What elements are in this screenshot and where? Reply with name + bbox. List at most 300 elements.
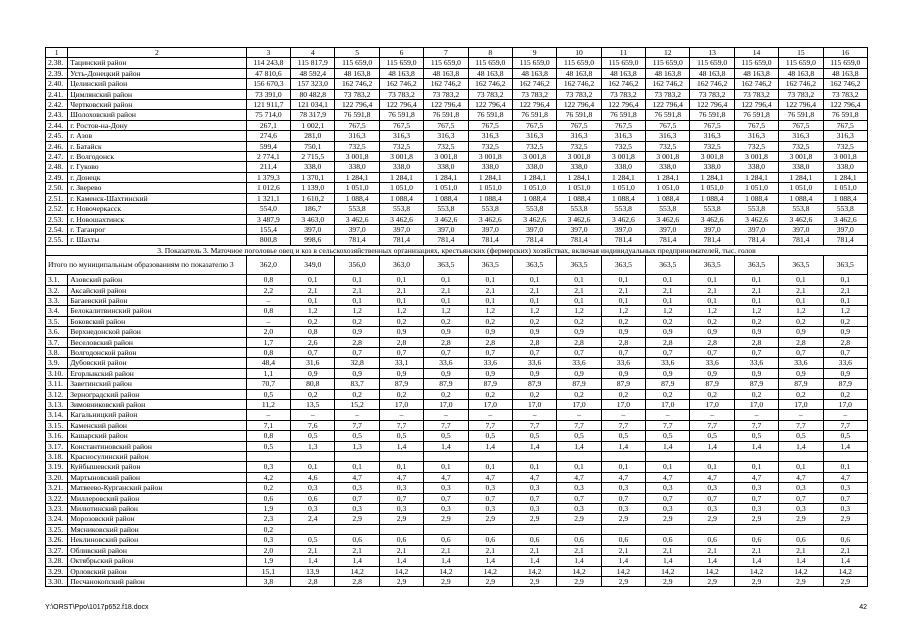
row-value: 553,8	[424, 204, 468, 214]
table-row	[46, 295, 868, 305]
row-value: 2,1	[291, 545, 335, 555]
table-row	[46, 152, 868, 162]
row-value: 0,1	[379, 295, 423, 305]
row-name: г. Ростов-на-Дону	[68, 120, 247, 130]
row-value: 767,5	[468, 120, 512, 130]
row-value: 1 370,1	[291, 172, 335, 182]
row-value: –	[779, 410, 823, 420]
row-value: 157 323,0	[291, 79, 335, 89]
row-value: 1 284,1	[557, 172, 601, 182]
row-value: 781,4	[424, 235, 468, 245]
row-value: 78 317,9	[291, 110, 335, 120]
row-value: 2,1	[779, 545, 823, 555]
table-row	[46, 410, 868, 420]
row-value: 1,4	[601, 441, 645, 451]
row-value: 1,2	[335, 306, 379, 316]
row-value: 73 783,2	[601, 89, 645, 99]
row-value: 732,5	[601, 141, 645, 151]
row-number: 2.39.	[46, 68, 68, 78]
row-value: 2,9	[823, 576, 867, 586]
row-number: 2.52.	[46, 204, 68, 214]
row-value: 87,9	[779, 379, 823, 389]
row-value: 3 463,0	[291, 214, 335, 224]
row-value: 338,0	[823, 162, 867, 172]
row-value: 0,5	[335, 431, 379, 441]
row-value: 2,1	[690, 545, 734, 555]
row-value: 2,1	[379, 285, 423, 295]
row-value: 1,3	[335, 441, 379, 451]
column-number: 7	[424, 48, 468, 58]
row-value: 0,7	[779, 493, 823, 503]
row-value: 48 163,8	[779, 68, 823, 78]
row-number: 2.55.	[46, 235, 68, 245]
row-value: 1 379,3	[246, 172, 290, 182]
row-value: 0,7	[512, 493, 556, 503]
row-value	[379, 524, 423, 534]
total-row-value: 356,0	[335, 256, 379, 275]
row-value: 33,1	[379, 358, 423, 368]
row-value: 14,2	[424, 566, 468, 576]
row-value: 7,6	[291, 420, 335, 430]
row-value: 3 462,6	[690, 214, 734, 224]
row-number: 3.11.	[46, 379, 68, 389]
row-value: 338,0	[557, 162, 601, 172]
row-value: 4,7	[379, 472, 423, 482]
row-value: 0,3	[335, 483, 379, 493]
row-value: 87,9	[468, 379, 512, 389]
row-value: –	[646, 410, 690, 420]
row-value: 0,7	[646, 347, 690, 357]
row-value: 3 001,8	[779, 152, 823, 162]
row-name: г. Азов	[68, 131, 247, 141]
row-value: 397,0	[335, 224, 379, 234]
row-value: 115 659,0	[690, 58, 734, 68]
row-value: 0,3	[424, 504, 468, 514]
row-value: 0,2	[246, 483, 290, 493]
row-value: 2,1	[424, 545, 468, 555]
row-value: 162 746,2	[379, 79, 423, 89]
row-value: 73 783,2	[646, 89, 690, 99]
row-value: 1,4	[823, 556, 867, 566]
row-value: 0,7	[779, 347, 823, 357]
table-row	[46, 535, 868, 545]
row-value	[379, 452, 423, 462]
row-number: 3.17.	[46, 441, 68, 451]
row-value: 338,0	[379, 162, 423, 172]
row-value: 338,0	[335, 162, 379, 172]
row-value: 2,9	[690, 514, 734, 524]
table-row	[46, 337, 868, 347]
row-value: 2,1	[601, 545, 645, 555]
row-value: 1,4	[601, 556, 645, 566]
row-value: 1,4	[823, 441, 867, 451]
row-value: 0,9	[468, 327, 512, 337]
row-value: 0,1	[601, 295, 645, 305]
row-value	[557, 452, 601, 462]
column-number: 3	[246, 48, 290, 58]
row-value: 87,9	[601, 379, 645, 389]
row-value: 115 659,0	[335, 58, 379, 68]
row-value: 33,6	[734, 358, 778, 368]
row-value: 1,1	[246, 368, 290, 378]
row-value: 1,9	[246, 504, 290, 514]
row-number: 3.29.	[46, 566, 68, 576]
column-number-row	[46, 48, 868, 58]
table-row	[46, 400, 868, 410]
row-value: 0,7	[379, 493, 423, 503]
row-value: 121 911,7	[246, 100, 290, 110]
row-name: г. Новошахтинск	[68, 214, 247, 224]
row-value: 1,4	[646, 441, 690, 451]
row-value: 0,7	[468, 347, 512, 357]
row-value: 2,4	[291, 514, 335, 524]
row-number: 2.47.	[46, 152, 68, 162]
row-number: 3.12.	[46, 389, 68, 399]
row-value: 397,0	[379, 224, 423, 234]
row-value: 0,9	[823, 368, 867, 378]
row-value: 2,1	[424, 285, 468, 295]
row-value: 14,2	[646, 566, 690, 576]
row-value: –	[468, 410, 512, 420]
row-value: 2,9	[734, 576, 778, 586]
row-value: 781,4	[823, 235, 867, 245]
row-value: 1,7	[246, 337, 290, 347]
row-value: 338,0	[734, 162, 778, 172]
row-value: 0,6	[823, 535, 867, 545]
row-value: 2,6	[291, 337, 335, 347]
row-value: 73 783,2	[379, 89, 423, 99]
row-value: 0,5	[646, 431, 690, 441]
row-value	[291, 452, 335, 462]
row-value: 1,4	[779, 441, 823, 451]
row-value: 14,2	[734, 566, 778, 576]
row-value: 3 001,8	[379, 152, 423, 162]
row-value: 397,0	[779, 224, 823, 234]
row-value: 2,1	[335, 285, 379, 295]
row-value	[468, 524, 512, 534]
row-value: 1 284,1	[468, 172, 512, 182]
row-value: 1,2	[779, 306, 823, 316]
row-value: 155,4	[246, 224, 290, 234]
row-value: 33,6	[646, 358, 690, 368]
column-number: 16	[823, 48, 867, 58]
row-value: 0,3	[246, 462, 290, 472]
table-row	[46, 89, 868, 99]
row-value: 162 746,2	[335, 79, 379, 89]
row-value: 156 670,3	[246, 79, 290, 89]
row-value: 1 051,0	[335, 183, 379, 193]
row-name: Зимовниковский район	[68, 400, 247, 410]
row-name: г. Зверево	[68, 183, 247, 193]
row-value: 0,1	[690, 275, 734, 285]
row-value: 1 284,1	[424, 172, 468, 182]
row-value: 7,7	[690, 420, 734, 430]
row-value: –	[734, 410, 778, 420]
row-value: 3 462,6	[779, 214, 823, 224]
row-value: 2,9	[601, 576, 645, 586]
row-value: 0,6	[379, 535, 423, 545]
row-value: 0,1	[690, 295, 734, 305]
column-number: 15	[779, 48, 823, 58]
row-name: Егорлыкский район	[68, 368, 247, 378]
row-value: 0,1	[734, 462, 778, 472]
row-value: 0,5	[823, 431, 867, 441]
row-value: 0,2	[291, 316, 335, 326]
row-value: 122 796,4	[646, 100, 690, 110]
row-value: 1 088,4	[335, 193, 379, 203]
row-value: 3 001,8	[734, 152, 778, 162]
table-row	[46, 576, 868, 586]
row-number: 2.42.	[46, 100, 68, 110]
row-value: –	[246, 410, 290, 420]
row-value: 0,1	[734, 295, 778, 305]
row-value: 1,4	[379, 441, 423, 451]
row-value: 316,3	[468, 131, 512, 141]
row-value: 316,3	[690, 131, 734, 141]
row-name: г. Волгодонск	[68, 152, 247, 162]
row-number: 2.53.	[46, 214, 68, 224]
row-value: 3 001,8	[424, 152, 468, 162]
row-value: 553,8	[690, 204, 734, 214]
row-value: 0,5	[246, 441, 290, 451]
row-value	[734, 524, 778, 534]
row-value: 0,5	[779, 431, 823, 441]
row-value: 2,9	[557, 514, 601, 524]
row-value: 17,0	[646, 400, 690, 410]
row-value: 1 088,4	[379, 193, 423, 203]
row-value: 76 591,8	[379, 110, 423, 120]
row-value: 162 746,2	[734, 79, 778, 89]
row-value: 0,3	[646, 483, 690, 493]
row-value: 3 001,8	[557, 152, 601, 162]
row-value: 2,8	[512, 337, 556, 347]
row-value: 2,1	[468, 285, 512, 295]
row-value: 17,0	[512, 400, 556, 410]
row-value: 1 088,4	[779, 193, 823, 203]
row-value: 0,7	[823, 493, 867, 503]
row-value: 76 591,8	[335, 110, 379, 120]
row-value: 1,4	[557, 556, 601, 566]
table-row	[46, 472, 868, 482]
table-row	[46, 441, 868, 451]
row-value: 4,7	[601, 472, 645, 482]
row-name: Песчанокопский район	[68, 576, 247, 586]
row-value	[468, 452, 512, 462]
row-value: –	[246, 295, 290, 305]
row-name: Миллеровский район	[68, 493, 247, 503]
row-value: 397,0	[734, 224, 778, 234]
row-value: 0,2	[779, 389, 823, 399]
column-number: 10	[557, 48, 601, 58]
row-value: 76 591,8	[512, 110, 556, 120]
row-value: 1,2	[468, 306, 512, 316]
row-value: 2,1	[734, 285, 778, 295]
column-number: 2	[68, 48, 247, 58]
row-value: 1 051,0	[779, 183, 823, 193]
total-row-value: 362,0	[246, 256, 290, 275]
row-value: 2,9	[468, 514, 512, 524]
row-value: 1,4	[468, 441, 512, 451]
row-value: 48 163,8	[646, 68, 690, 78]
row-value: 0,6	[335, 535, 379, 545]
row-name: Веселовский район	[68, 337, 247, 347]
row-value: 2,1	[512, 545, 556, 555]
row-value: –	[246, 316, 290, 326]
row-number: 2.38.	[46, 58, 68, 68]
row-value: 122 796,4	[379, 100, 423, 110]
row-number: 3.23.	[46, 504, 68, 514]
row-value: 0,1	[512, 275, 556, 285]
row-value: 7,7	[779, 420, 823, 430]
row-value: 122 796,4	[779, 100, 823, 110]
row-value: 162 746,2	[646, 79, 690, 89]
row-value: 2,1	[557, 285, 601, 295]
row-number: 3.21.	[46, 483, 68, 493]
row-value: 1 284,1	[823, 172, 867, 182]
row-value: 2,9	[823, 514, 867, 524]
table-row	[46, 524, 868, 534]
table-row	[46, 358, 868, 368]
row-value: 73 783,2	[734, 89, 778, 99]
row-value: 0,7	[646, 493, 690, 503]
row-value: 0,9	[335, 327, 379, 337]
row-value: 0,7	[379, 347, 423, 357]
row-value: 1 088,4	[646, 193, 690, 203]
total-row-value: 363,5	[690, 256, 734, 275]
row-value: 2,1	[823, 285, 867, 295]
row-value: 0,9	[379, 327, 423, 337]
table-row	[46, 368, 868, 378]
row-value: 767,5	[557, 120, 601, 130]
row-value: 0,6	[646, 535, 690, 545]
table-row	[46, 110, 868, 120]
table-row	[46, 556, 868, 566]
row-value: 80 482,8	[291, 89, 335, 99]
row-value: 2,8	[335, 576, 379, 586]
row-value: 2,1	[779, 285, 823, 295]
row-value: 17,0	[557, 400, 601, 410]
row-value: 553,8	[601, 204, 645, 214]
row-number: 2.54.	[46, 224, 68, 234]
row-value: 316,3	[557, 131, 601, 141]
row-value: 73 783,2	[823, 89, 867, 99]
row-name: Орловский район	[68, 566, 247, 576]
row-value: 2 715,5	[291, 152, 335, 162]
row-value: 2,1	[335, 545, 379, 555]
row-value: 767,5	[335, 120, 379, 130]
row-value: 397,0	[646, 224, 690, 234]
row-value: 553,8	[646, 204, 690, 214]
row-name: Милютинский район	[68, 504, 247, 514]
row-value: 122 796,4	[601, 100, 645, 110]
row-number: 3.22.	[46, 493, 68, 503]
row-value: 2,9	[424, 514, 468, 524]
row-value: 0,1	[424, 275, 468, 285]
row-value: 1 051,0	[512, 183, 556, 193]
row-value: 1 088,4	[734, 193, 778, 203]
row-number: 3.25.	[46, 524, 68, 534]
row-value: 0,7	[690, 347, 734, 357]
row-number: 2.46.	[46, 141, 68, 151]
row-value: 0,7	[734, 493, 778, 503]
row-number: 3.5.	[46, 316, 68, 326]
column-number: 8	[468, 48, 512, 58]
row-value: 4,7	[823, 472, 867, 482]
row-value: 7,1	[246, 420, 290, 430]
row-value: 0,6	[601, 535, 645, 545]
row-value: 3 001,8	[646, 152, 690, 162]
row-value: 0,2	[379, 316, 423, 326]
row-value: 397,0	[601, 224, 645, 234]
row-value	[823, 524, 867, 534]
row-value: 0,9	[734, 368, 778, 378]
row-value: 14,2	[335, 566, 379, 576]
row-name: Шолоховский район	[68, 110, 247, 120]
row-value: 122 796,4	[557, 100, 601, 110]
row-value: 0,1	[779, 462, 823, 472]
footer-file-path: Y:\ORST\Ppo\1017p652.f18.docx	[45, 604, 149, 611]
row-value: 1,2	[512, 306, 556, 316]
row-value: 1,2	[379, 306, 423, 316]
row-value: 2,3	[246, 514, 290, 524]
row-value: 0,9	[646, 327, 690, 337]
row-value	[424, 452, 468, 462]
row-value: 732,5	[646, 141, 690, 151]
row-value: 122 796,4	[734, 100, 778, 110]
row-value: 0,7	[690, 493, 734, 503]
row-value: 0,1	[601, 275, 645, 285]
row-value: 0,9	[557, 327, 601, 337]
row-value: 0,3	[291, 504, 335, 514]
row-value: 17,0	[734, 400, 778, 410]
row-value: 1 051,0	[468, 183, 512, 193]
row-value: 1 284,1	[512, 172, 556, 182]
row-value: 0,9	[512, 327, 556, 337]
row-value: 162 746,2	[823, 79, 867, 89]
row-name: Кашарский район	[68, 431, 247, 441]
row-name: Куйбышевский район	[68, 462, 247, 472]
row-value	[512, 452, 556, 462]
row-value: 87,9	[823, 379, 867, 389]
row-value: 1,2	[601, 306, 645, 316]
row-value: 0,2	[646, 389, 690, 399]
column-number: 1	[46, 48, 68, 58]
row-value: 3 001,8	[690, 152, 734, 162]
row-name: Цимлянский район	[68, 89, 247, 99]
row-value: 122 796,4	[823, 100, 867, 110]
row-value: 162 746,2	[468, 79, 512, 89]
table-row	[46, 545, 868, 555]
row-value: 2,9	[690, 576, 734, 586]
row-value: 0,2	[823, 389, 867, 399]
row-value: 1 051,0	[823, 183, 867, 193]
row-value: 4,7	[468, 472, 512, 482]
row-value: 1 051,0	[424, 183, 468, 193]
row-value: 48 163,8	[379, 68, 423, 78]
row-value: 1 284,1	[779, 172, 823, 182]
row-value: 0,6	[779, 535, 823, 545]
table-row	[46, 275, 868, 285]
row-value: 76 591,8	[601, 110, 645, 120]
row-value: 0,2	[823, 316, 867, 326]
row-value: 767,5	[823, 120, 867, 130]
row-number: 2.45.	[46, 131, 68, 141]
row-value: 732,5	[468, 141, 512, 151]
row-value: 115 659,0	[646, 58, 690, 68]
row-value: 17,0	[379, 400, 423, 410]
row-value: 599,4	[246, 141, 290, 151]
row-value: 13,9	[291, 566, 335, 576]
